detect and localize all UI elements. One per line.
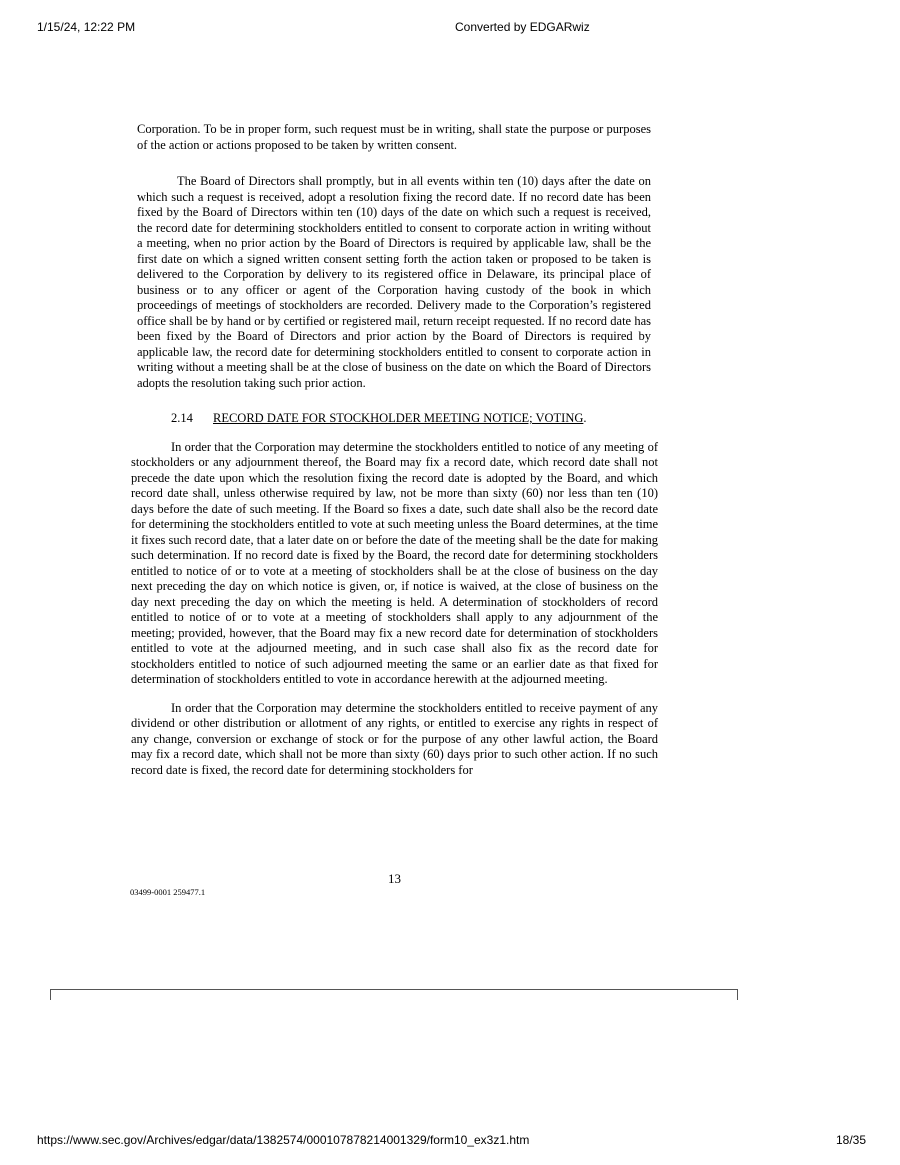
- document-id: 03499-0001 259477.1: [130, 887, 206, 897]
- paragraph-meeting-record-date: In order that the Corporation may determine the stockholders entitled to notice of any meeting of stockholders or any adjournment thereof, the Board may fix a record date, which record date shall not precede the date upon which the resolution fixing the record date is adopted by the Board, and which record date shall, unless otherwise required by law, not be more than sixty (60) nor less than ten (10) days before the date of such meeting. If the Board so fixes a date, such date shall also be the record date for determining the stockholders entitled to vote at such meeting unless the Board determines, at the time it fixes such record date, that a later date on or before the date of the meeting shall be the date for making such determination. If no record date is fixed by the Board, the record date for determining stockholders entitled to notice of or to vote at a meeting of stockholders shall be at the close of business on the day next preceding the day on which notice is given, or, if notice is waived, at the close of business on the day next preceding the day on which the meeting is held. A determination of stockholders of record entitled to notice of or to vote at a meeting of stockholders shall apply to any adjournment of the meeting; provided, however, that the Board may fix a new record date for determination of stockholders entitled to vote at the adjourned meeting, and in such case shall also fix as the record date for stockholders entitled to notice of such adjourned meeting the same or an earlier date as that fixed for determination of stockholders entitled to vote in accordance herewith at the adjourned meeting.: [131, 439, 658, 686]
- paragraph-continuation: Corporation. To be in proper form, such request must be in writing, shall state the purpose or purposes of the action or actions proposed to be taken by written consent.: [137, 122, 651, 152]
- converter-label: Converted by EDGARwiz: [455, 20, 590, 34]
- print-datetime: 1/15/24, 12:22 PM: [37, 20, 136, 34]
- paragraph-board-record-date: The Board of Directors shall promptly, but in all events within ten (10) days after the date on which such a request is received, adopt a resolution fixing the record date. If no record date has been fixed by the Board of Directors within ten (10) days of the date on which such a request is received, the record date for determining stockholders entitled to consent to corporate action in writing without a meeting, when no prior action by the Board of Directors is required by applicable law, shall be the first date on which a signed written consent setting forth the action taken or proposed to be taken is delivered to the Corporation by delivery to its registered office in Delaware, its principal place of business or to any officer or agent of the Corporation having custody of the book in which proceedings of meetings of stockholders are recorded. Delivery made to the Corporation’s registered office shall be by hand or by certified or registered mail, return receipt requested. If no record date has been fixed by the Board of Directors and prior action by the Board of Directors is required by applicable law, the record date for determining stockholders entitled to consent to corporate action in writing without a meeting shall be at the close of business on the date on which the Board of Directors adopts the resolution taking such prior action.: [137, 174, 651, 390]
- document-body: [131, 122, 658, 778]
- section-title: RECORD DATE FOR STOCKHOLDER MEETING NOTICE; VOTING: [213, 411, 584, 425]
- section-number: 2.14: [171, 411, 193, 425]
- paragraph-dividend-record-date: In order that the Corporation may determine the stockholders entitled to receive payment of any dividend or other distribution or allotment of any rights, or entitled to exercise any rights in respect of any change, conversion or exchange of stock or for the purpose of any other lawful action, the Board may fix a record date, which shall not be more than sixty (60) days prior to such other action. If no such record date is fixed, the record date for determining stockholders for: [131, 700, 658, 777]
- page-number: 13: [388, 871, 401, 886]
- section-heading: [137, 411, 657, 427]
- source-url: https://www.sec.gov/Archives/edgar/data/1382574/000107878214001329/form10_ex3z1.htm: [37, 1133, 530, 1147]
- page-frame-divider: [50, 989, 738, 1000]
- print-page-count: 18/35: [836, 1133, 867, 1147]
- section-title-period: .: [583, 411, 587, 425]
